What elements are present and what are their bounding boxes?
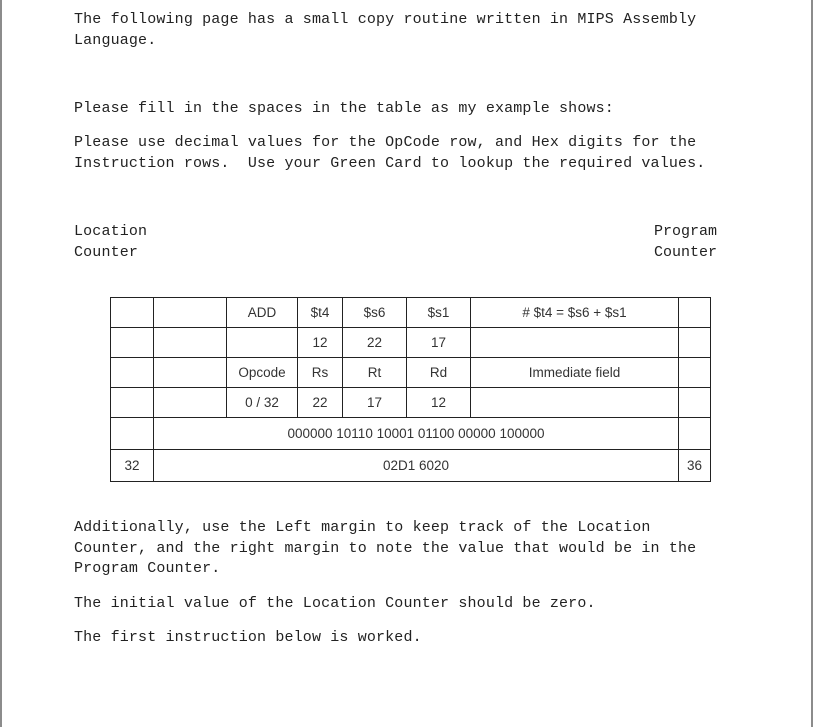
rt-value-cell: 17: [343, 388, 407, 418]
table-cell[interactable]: [679, 298, 711, 328]
fill-instruction: Please fill in the spaces in the table as my example shows:: [74, 100, 614, 117]
table-cell[interactable]: [154, 328, 227, 358]
additional-line-1: Additionally, use the Left margin to keep track of the Location: [74, 519, 651, 536]
comment-cell: # $t4 = $s6 + $s1: [471, 298, 679, 328]
rt-register-cell: $s1: [407, 298, 471, 328]
rt-header-cell: Rt: [343, 358, 407, 388]
table-cell[interactable]: [471, 328, 679, 358]
table-row: [111, 388, 711, 418]
first-instruction-note: The first instruction below is worked.: [74, 629, 422, 646]
mnemonic-cell: ADD: [227, 298, 298, 328]
decimal-instruction-2: Instruction rows. Use your Green Card to lookup the required values.: [74, 155, 706, 172]
table-cell[interactable]: [111, 328, 154, 358]
intro-line-1: The following page has a small copy routine written in MIPS Assembly: [74, 11, 697, 28]
rd-number-cell: 12: [298, 328, 343, 358]
table-cell[interactable]: [154, 298, 227, 328]
page-left-border: [0, 0, 2, 727]
location-counter-label-2: Counter: [74, 244, 139, 261]
table-cell[interactable]: [154, 388, 227, 418]
initial-value-note: The initial value of the Location Counter should be zero.: [74, 595, 596, 612]
table-cell[interactable]: [227, 328, 298, 358]
table-cell[interactable]: [679, 358, 711, 388]
opcode-value-cell: 0 / 32: [227, 388, 298, 418]
page-right-border: [811, 0, 813, 727]
additional-line-2: Counter, and the right margin to note the value that would be in the: [74, 540, 697, 557]
table-cell[interactable]: [679, 388, 711, 418]
table-row: [111, 328, 711, 358]
rs-header-cell: Rs: [298, 358, 343, 388]
immediate-header-cell: Immediate field: [471, 358, 679, 388]
rd-header-cell: Rd: [407, 358, 471, 388]
hex-encoding-cell: 02D1 6020: [154, 450, 679, 482]
table-cell[interactable]: [471, 388, 679, 418]
instruction-table: [110, 297, 711, 482]
rd-register-cell: $t4: [298, 298, 343, 328]
program-counter-label-2: Counter: [653, 244, 717, 261]
table-row: [111, 450, 711, 482]
binary-encoding-cell: 000000 10110 10001 01100 00000 100000: [154, 418, 679, 450]
table-cell[interactable]: [111, 298, 154, 328]
table-cell[interactable]: [111, 418, 154, 450]
table-cell[interactable]: [111, 358, 154, 388]
program-counter-label-1: Program: [653, 223, 717, 240]
table-row: [111, 298, 711, 328]
location-counter-label-1: Location: [74, 223, 148, 240]
rs-number-cell: 22: [343, 328, 407, 358]
rs-register-cell: $s6: [343, 298, 407, 328]
table-cell[interactable]: [111, 388, 154, 418]
table-cell[interactable]: [679, 418, 711, 450]
rt-number-cell: 17: [407, 328, 471, 358]
location-counter-cell: 32: [111, 450, 154, 482]
rs-value-cell: 22: [298, 388, 343, 418]
table-row: [111, 358, 711, 388]
table-cell[interactable]: [154, 358, 227, 388]
rd-value-cell: 12: [407, 388, 471, 418]
program-counter-cell: 36: [679, 450, 711, 482]
opcode-header-cell: Opcode: [227, 358, 298, 388]
additional-line-3: Program Counter.: [74, 560, 221, 577]
table-cell[interactable]: [679, 328, 711, 358]
table-row: [111, 418, 711, 450]
intro-line-2: Language.: [74, 32, 157, 49]
decimal-instruction-1: Please use decimal values for the OpCode row, and Hex digits for the: [74, 134, 697, 151]
